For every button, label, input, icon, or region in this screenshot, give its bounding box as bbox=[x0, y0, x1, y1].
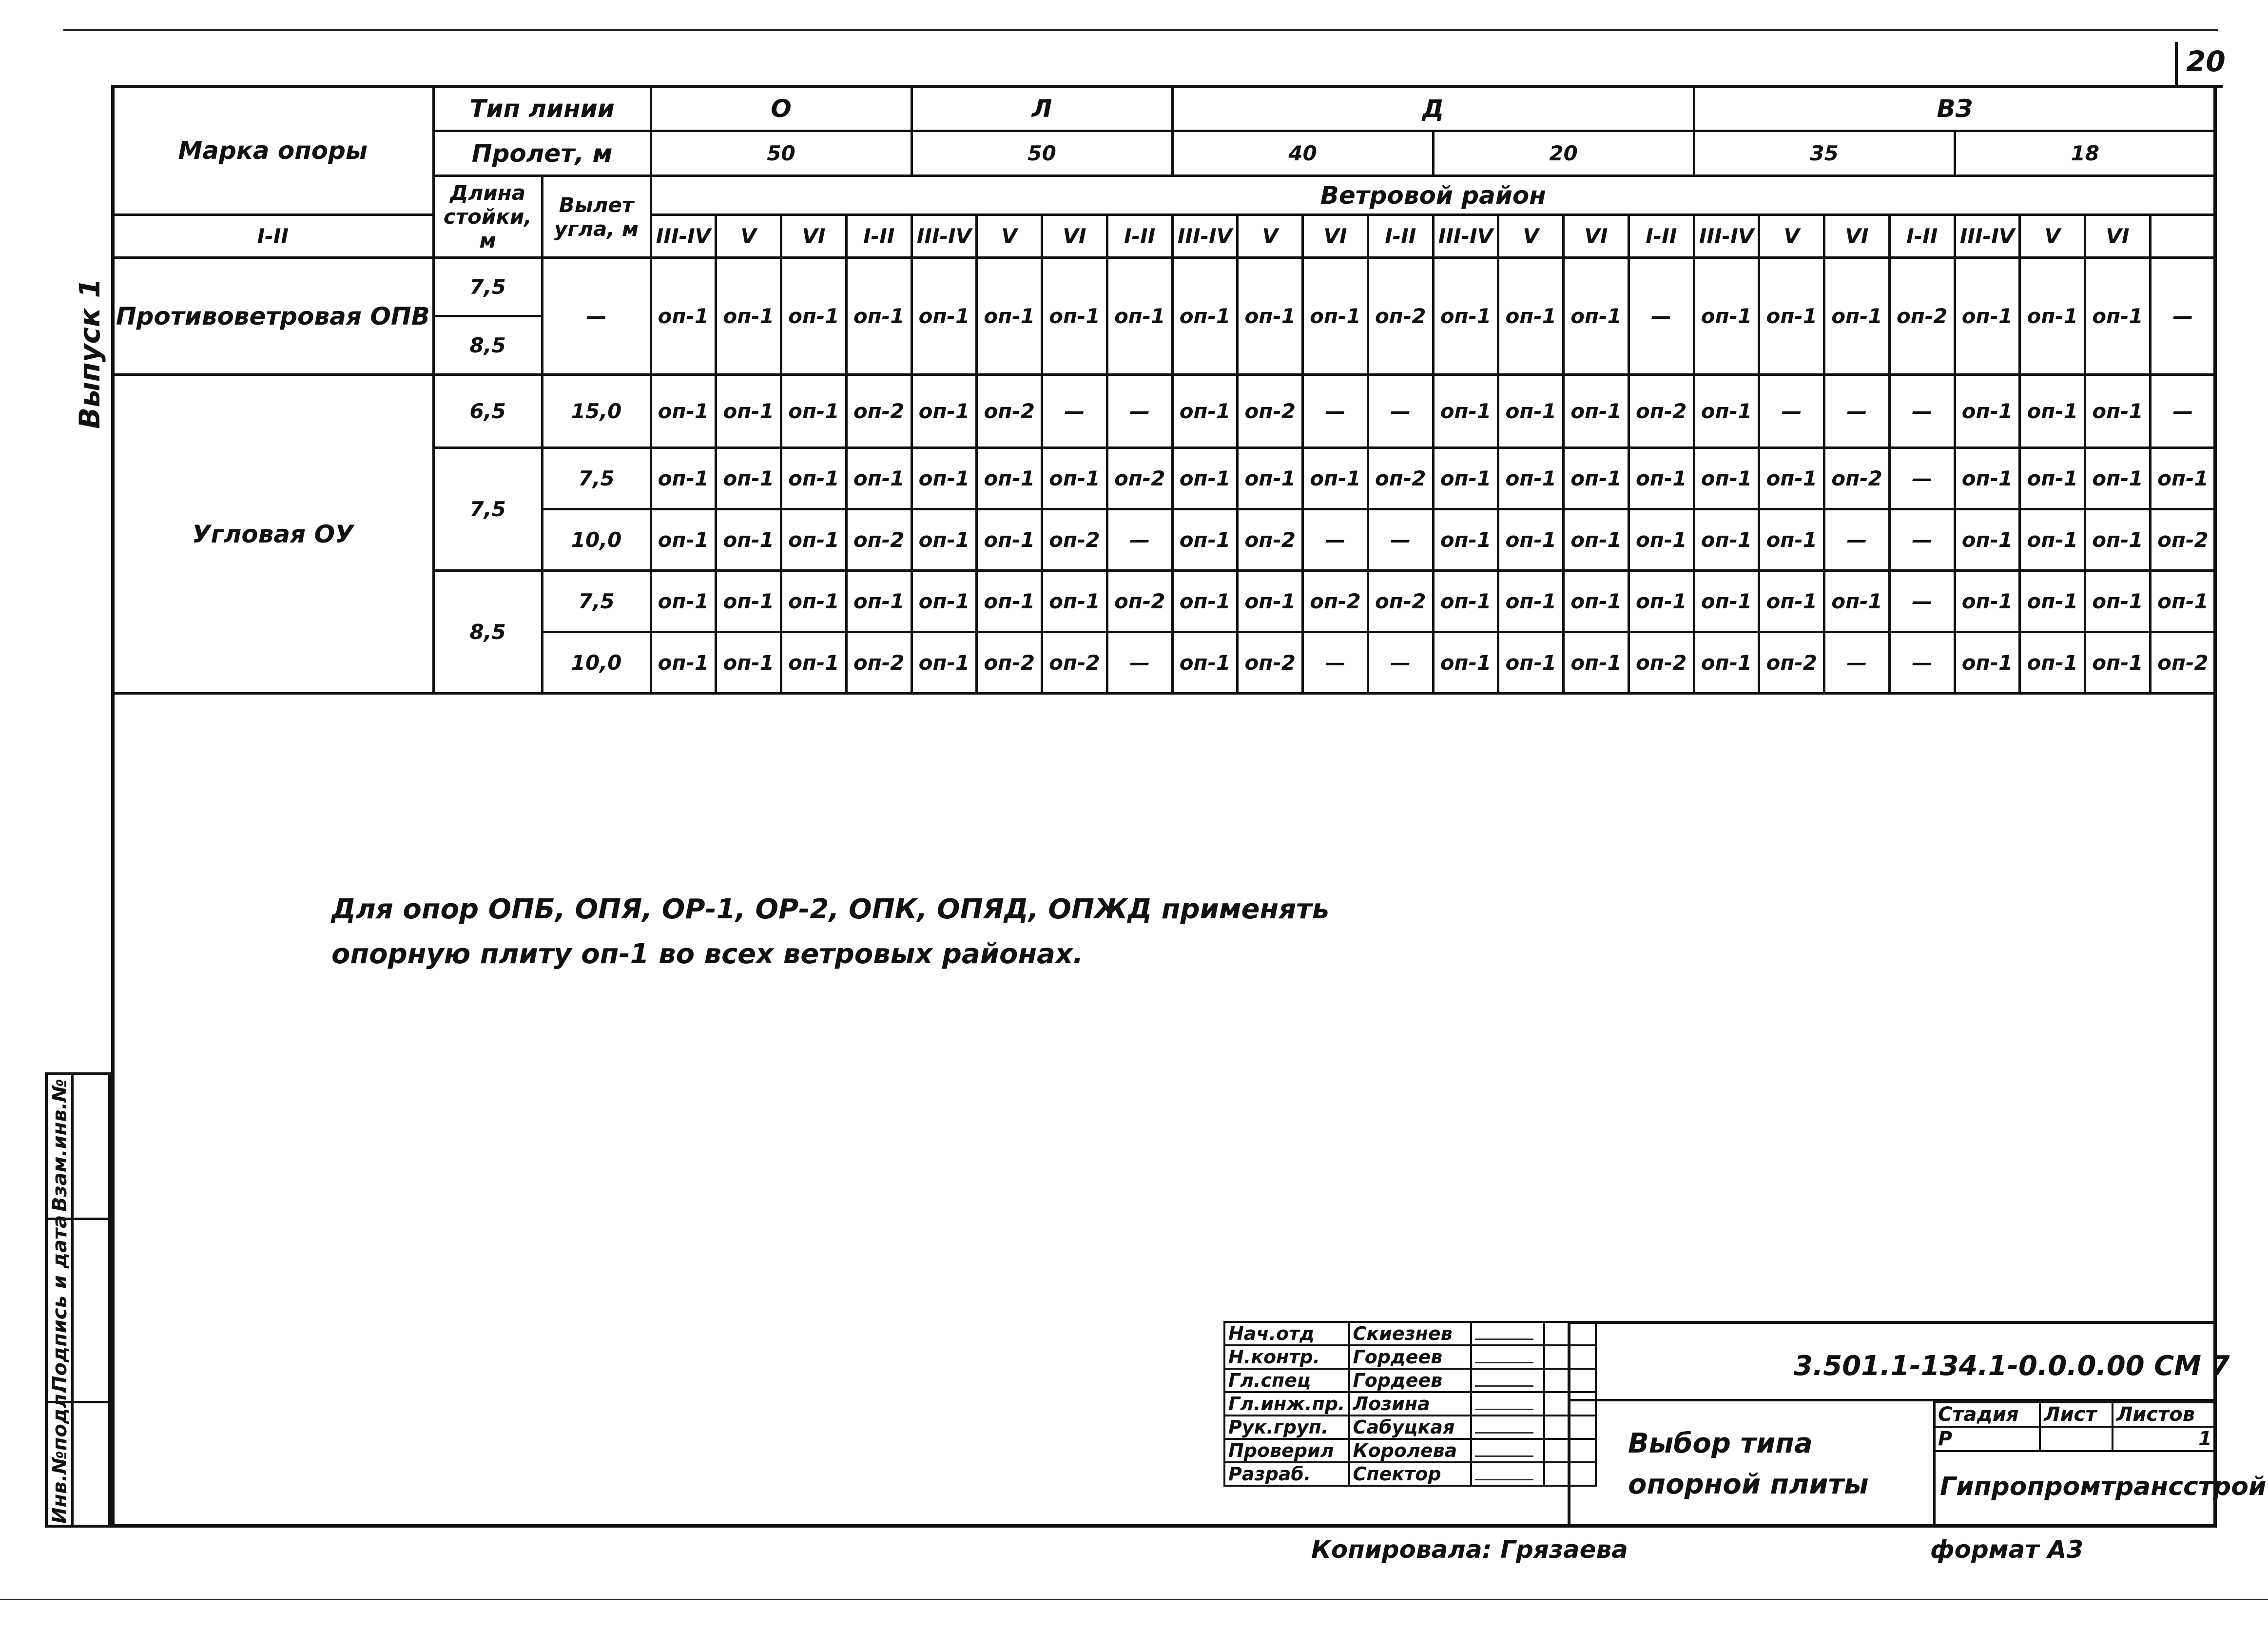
length: 8,5 bbox=[433, 316, 542, 375]
sheet-info bbox=[1933, 1401, 2217, 1452]
plate-cell: оп-2 bbox=[1238, 375, 1303, 448]
plate-cell: оп-1 bbox=[1955, 632, 2020, 694]
plate-cell: оп-2 bbox=[846, 632, 911, 694]
plate-cell: оп-2 bbox=[1042, 632, 1107, 694]
plate-cell: оп-1 bbox=[1955, 375, 2020, 448]
plate-cell: оп-1 bbox=[2150, 571, 2215, 632]
person: Гордеев bbox=[1349, 1369, 1471, 1392]
plate-cell: оп-1 bbox=[1433, 258, 1498, 375]
role: Н.контр. bbox=[1224, 1345, 1349, 1369]
role: Гл.инж.пр. bbox=[1224, 1392, 1349, 1416]
plate-cell: оп-1 bbox=[2150, 448, 2215, 509]
wind-region: III-IV bbox=[1694, 215, 1759, 258]
doc-code: 3.501.1-134.1-0.0.0.00 СМ 7 bbox=[1794, 1350, 2230, 1382]
signature bbox=[1471, 1416, 1544, 1439]
plate-cell: оп-1 bbox=[1498, 448, 1564, 509]
vylet: — bbox=[542, 258, 651, 375]
wind-region: V bbox=[1759, 215, 1824, 258]
plate-cell: оп-2 bbox=[1368, 571, 1433, 632]
plate-cell: оп-1 bbox=[846, 258, 911, 375]
plate-cell: оп-1 bbox=[2020, 375, 2085, 448]
plate-cell: оп-1 bbox=[1498, 258, 1564, 375]
plate-cell: оп-1 bbox=[716, 632, 781, 694]
length: 6,5 bbox=[433, 375, 542, 448]
plate-cell: оп-1 bbox=[1172, 258, 1238, 375]
person: Скиезнев bbox=[1349, 1322, 1471, 1345]
page-number: 20 bbox=[2186, 45, 2226, 78]
line-type-o: О bbox=[651, 86, 911, 131]
plate-cell: оп-1 bbox=[977, 509, 1042, 571]
signature bbox=[1471, 1439, 1544, 1462]
length: 7,5 bbox=[433, 448, 542, 571]
wind-region: I-II bbox=[846, 215, 911, 258]
plate-cell: оп-1 bbox=[716, 571, 781, 632]
role: Нач.отд bbox=[1224, 1322, 1349, 1345]
group-ou: Угловая ОУ bbox=[113, 375, 434, 694]
plate-cell: оп-1 bbox=[1955, 509, 2020, 571]
plate-cell: оп-1 bbox=[651, 448, 716, 509]
plate-cell: оп-1 bbox=[1564, 571, 1629, 632]
wind-region: V bbox=[977, 215, 1042, 258]
wind-region: VI bbox=[1824, 215, 1890, 258]
plate-cell: оп-1 bbox=[1824, 571, 1890, 632]
plate-cell: оп-1 bbox=[1042, 571, 1107, 632]
plate-cell: оп-1 bbox=[2020, 571, 2085, 632]
plate-cell: — bbox=[1824, 375, 1890, 448]
span: 35 bbox=[1694, 131, 1955, 176]
plate-cell: — bbox=[1889, 632, 1955, 694]
wind-region: V bbox=[1238, 215, 1303, 258]
plate-cell: оп-1 bbox=[1303, 258, 1368, 375]
doc-title-line: Выбор типа bbox=[1628, 1428, 1813, 1459]
wind-region: I-II bbox=[1889, 215, 1955, 258]
plate-cell: оп-1 bbox=[1303, 448, 1368, 509]
plate-cell: оп-1 bbox=[977, 258, 1042, 375]
signatures-table bbox=[1223, 1321, 1597, 1487]
plate-cell: оп-1 bbox=[781, 571, 847, 632]
plate-cell: оп-1 bbox=[911, 258, 977, 375]
plate-cell: — bbox=[1107, 375, 1172, 448]
plate-cell: оп-1 bbox=[1433, 509, 1498, 571]
note bbox=[331, 887, 1329, 977]
plate-cell: — bbox=[1107, 632, 1172, 694]
plate-cell: оп-1 bbox=[1498, 375, 1564, 448]
vylet: 10,0 bbox=[542, 632, 651, 694]
wind-region: VI bbox=[2085, 215, 2151, 258]
wind-region: VI bbox=[1303, 215, 1368, 258]
plate-cell: оп-1 bbox=[911, 632, 977, 694]
plate-cell: оп-1 bbox=[1759, 448, 1824, 509]
plate-cell: оп-1 bbox=[1564, 258, 1629, 375]
stamp-inv-label: Инв.№подл. bbox=[49, 1386, 71, 1524]
plate-cell: оп-1 bbox=[781, 448, 847, 509]
plate-cell: оп-1 bbox=[2020, 448, 2085, 509]
plate-cell: оп-1 bbox=[977, 448, 1042, 509]
plate-cell: оп-1 bbox=[1628, 448, 1694, 509]
header-dlina: Длина стойки, м bbox=[433, 176, 542, 258]
plate-cell: оп-1 bbox=[911, 571, 977, 632]
line-type-l: Л bbox=[911, 86, 1172, 131]
plate-cell: оп-1 bbox=[716, 448, 781, 509]
person: Гордеев bbox=[1349, 1345, 1471, 1369]
role: Разраб. bbox=[1224, 1462, 1349, 1486]
plate-cell: — bbox=[2150, 258, 2215, 375]
plate-cell: оп-1 bbox=[1498, 632, 1564, 694]
plate-cell: оп-1 bbox=[651, 509, 716, 571]
plate-cell: оп-1 bbox=[2085, 632, 2151, 694]
header-tip-linii: Тип линии bbox=[433, 86, 651, 131]
plate-cell: оп-1 bbox=[1955, 571, 2020, 632]
plate-cell: оп-1 bbox=[1042, 258, 1107, 375]
plate-cell: оп-2 bbox=[1107, 448, 1172, 509]
plate-cell: оп-2 bbox=[1303, 571, 1368, 632]
plate-cell: оп-1 bbox=[1433, 632, 1498, 694]
plate-cell: оп-1 bbox=[1694, 571, 1759, 632]
plate-cell: — bbox=[1303, 509, 1368, 571]
plate-cell: оп-1 bbox=[781, 509, 847, 571]
plate-cell: оп-1 bbox=[1564, 632, 1629, 694]
plate-cell: оп-1 bbox=[2085, 448, 2151, 509]
plate-cell: оп-2 bbox=[977, 375, 1042, 448]
signature bbox=[1471, 1369, 1544, 1392]
stamp-vzam-label: Взам.инв.№ bbox=[49, 1079, 71, 1212]
wind-region: I-II bbox=[1628, 215, 1694, 258]
plate-cell: оп-1 bbox=[1042, 448, 1107, 509]
plate-cell: оп-1 bbox=[977, 571, 1042, 632]
plate-cell: — bbox=[1889, 571, 1955, 632]
plate-cell: оп-1 bbox=[2085, 258, 2151, 375]
plate-cell: оп-1 bbox=[2020, 632, 2085, 694]
top-rule bbox=[63, 29, 2218, 31]
wind-region: I-II bbox=[113, 215, 434, 258]
vylet: 15,0 bbox=[542, 375, 651, 448]
plate-cell: оп-1 bbox=[716, 258, 781, 375]
plate-cell: — bbox=[1042, 375, 1107, 448]
person: Лозина bbox=[1349, 1392, 1471, 1416]
stadia-value: Р bbox=[1934, 1427, 2040, 1451]
plate-cell: оп-1 bbox=[1172, 375, 1238, 448]
plate-cell: оп-1 bbox=[1694, 448, 1759, 509]
plate-cell: оп-2 bbox=[1107, 571, 1172, 632]
plate-cell: оп-1 bbox=[1759, 509, 1824, 571]
wind-region: V bbox=[2020, 215, 2085, 258]
plate-cell: оп-1 bbox=[1955, 258, 2020, 375]
span: 50 bbox=[911, 131, 1172, 176]
plate-cell: оп-1 bbox=[1433, 571, 1498, 632]
plate-cell: оп-1 bbox=[1824, 258, 1890, 375]
plate-cell: оп-1 bbox=[2020, 509, 2085, 571]
header-vetrovoy: Ветровой район bbox=[651, 176, 2215, 215]
span: 50 bbox=[651, 131, 911, 176]
plate-cell: оп-2 bbox=[1628, 632, 1694, 694]
role: Проверил bbox=[1224, 1439, 1349, 1462]
note-line: Для опор ОПБ, ОПЯ, ОР-1, ОР-2, ОПК, ОПЯД, ОПЖД применять bbox=[331, 893, 1330, 925]
length: 8,5 bbox=[433, 571, 542, 694]
plate-cell: оп-1 bbox=[1172, 632, 1238, 694]
list-label: Лист bbox=[2040, 1402, 2113, 1427]
plate-cell: оп-2 bbox=[1042, 509, 1107, 571]
signature bbox=[1471, 1462, 1544, 1486]
plate-cell: оп-2 bbox=[2150, 509, 2215, 571]
plate-cell: — bbox=[1824, 509, 1890, 571]
wind-region: V bbox=[716, 215, 781, 258]
plate-cell: оп-1 bbox=[1628, 509, 1694, 571]
plate-cell: оп-2 bbox=[1824, 448, 1890, 509]
plate-cell: оп-1 bbox=[2085, 571, 2151, 632]
person: Королева bbox=[1349, 1439, 1471, 1462]
plate-cell: оп-1 bbox=[1172, 571, 1238, 632]
organization: Гипропромтрансстрой bbox=[1940, 1472, 2267, 1501]
plate-cell: оп-1 bbox=[1172, 509, 1238, 571]
doc-title bbox=[1628, 1423, 1869, 1505]
plate-cell: оп-2 bbox=[977, 632, 1042, 694]
stamp-sign-label: Подпись и дата bbox=[49, 1215, 71, 1392]
plate-cell: оп-1 bbox=[1238, 448, 1303, 509]
length: 7,5 bbox=[433, 258, 542, 316]
listov-value: 1 bbox=[2113, 1427, 2216, 1451]
role: Гл.спец bbox=[1224, 1369, 1349, 1392]
span: 20 bbox=[1433, 131, 1694, 176]
plate-cell: оп-2 bbox=[846, 509, 911, 571]
copied-by: Копировала: Грязаева bbox=[1311, 1535, 1628, 1564]
plate-cell: оп-1 bbox=[781, 632, 847, 694]
span: 40 bbox=[1172, 131, 1433, 176]
plate-cell: — bbox=[2150, 375, 2215, 448]
header-prolet: Пролет, м bbox=[433, 131, 651, 176]
note-line: опорную плиту оп-1 во всех ветровых районах. bbox=[331, 938, 1084, 970]
wind-region: III-IV bbox=[651, 215, 716, 258]
plate-cell: оп-1 bbox=[1172, 448, 1238, 509]
vylet: 10,0 bbox=[542, 509, 651, 571]
plate-cell: оп-2 bbox=[1238, 632, 1303, 694]
plate-cell: оп-1 bbox=[1628, 571, 1694, 632]
wind-region: V bbox=[1498, 215, 1564, 258]
plate-cell: — bbox=[1889, 448, 1955, 509]
wind-region: VI bbox=[781, 215, 847, 258]
plate-cell: оп-2 bbox=[1238, 509, 1303, 571]
header-vylet: Вылет угла, м bbox=[542, 176, 651, 258]
plate-cell: оп-1 bbox=[1433, 448, 1498, 509]
plate-cell: оп-1 bbox=[651, 571, 716, 632]
plate-cell: оп-1 bbox=[1107, 258, 1172, 375]
plate-cell: — bbox=[1824, 632, 1890, 694]
sheet-format: формат А3 bbox=[1930, 1535, 2084, 1564]
plate-cell: оп-1 bbox=[911, 448, 977, 509]
plate-cell: оп-1 bbox=[1238, 258, 1303, 375]
plate-cell: оп-1 bbox=[1498, 571, 1564, 632]
plate-cell: — bbox=[1368, 632, 1433, 694]
plate-cell: оп-1 bbox=[651, 375, 716, 448]
plate-cell: оп-1 bbox=[1433, 375, 1498, 448]
plate-cell: оп-2 bbox=[2150, 632, 2215, 694]
plate-cell: — bbox=[1107, 509, 1172, 571]
stadia-label: Стадия bbox=[1934, 1402, 2040, 1427]
plate-cell: оп-1 bbox=[1694, 375, 1759, 448]
plate-selection-table bbox=[111, 85, 2217, 695]
plate-cell: оп-1 bbox=[1694, 632, 1759, 694]
plate-cell: оп-1 bbox=[911, 509, 977, 571]
wind-region: III-IV bbox=[1955, 215, 2020, 258]
plate-cell: оп-1 bbox=[1955, 448, 2020, 509]
plate-cell: — bbox=[1889, 375, 1955, 448]
signature bbox=[1471, 1322, 1544, 1345]
wind-region: VI bbox=[1564, 215, 1629, 258]
plate-cell: оп-1 bbox=[781, 375, 847, 448]
plate-cell: оп-1 bbox=[1694, 509, 1759, 571]
wind-region: III-IV bbox=[1172, 215, 1238, 258]
plate-cell: оп-1 bbox=[1498, 509, 1564, 571]
header-marka: Марка опоры bbox=[113, 86, 434, 215]
plate-cell: оп-1 bbox=[716, 375, 781, 448]
plate-cell: — bbox=[1628, 258, 1694, 375]
plate-cell: — bbox=[1303, 375, 1368, 448]
plate-cell: оп-1 bbox=[846, 448, 911, 509]
plate-cell: — bbox=[1368, 375, 1433, 448]
plate-cell: — bbox=[1303, 632, 1368, 694]
plate-cell: оп-2 bbox=[1889, 258, 1955, 375]
span: 18 bbox=[1955, 131, 2215, 176]
plate-cell: — bbox=[1889, 509, 1955, 571]
vylet: 7,5 bbox=[542, 448, 651, 509]
plate-cell: оп-1 bbox=[1759, 571, 1824, 632]
group-opv: Противоветровая ОПВ bbox=[113, 258, 434, 375]
wind-region: III-IV bbox=[1433, 215, 1498, 258]
plate-cell: оп-1 bbox=[2085, 509, 2151, 571]
person: Спектор bbox=[1349, 1462, 1471, 1486]
doc-title-line: опорной плиты bbox=[1628, 1469, 1869, 1500]
wind-region: I-II bbox=[1368, 215, 1433, 258]
line-type-d: Д bbox=[1172, 86, 1694, 131]
left-stamp bbox=[45, 1072, 111, 1528]
plate-cell: оп-1 bbox=[2085, 375, 2151, 448]
wind-region: III-IV bbox=[911, 215, 977, 258]
wind-region: VI bbox=[1042, 215, 1107, 258]
listov-label: Листов bbox=[2113, 1402, 2216, 1427]
plate-cell: оп-1 bbox=[1238, 571, 1303, 632]
plate-cell: оп-1 bbox=[911, 375, 977, 448]
plate-cell: оп-1 bbox=[1759, 258, 1824, 375]
plate-cell: оп-2 bbox=[846, 375, 911, 448]
role: Рук.груп. bbox=[1224, 1416, 1349, 1439]
plate-cell: оп-2 bbox=[1628, 375, 1694, 448]
line-type-vz: ВЗ bbox=[1694, 86, 2215, 131]
plate-cell: оп-1 bbox=[1694, 258, 1759, 375]
plate-cell: — bbox=[1759, 375, 1824, 448]
plate-cell: оп-1 bbox=[2020, 258, 2085, 375]
plate-cell: оп-2 bbox=[1759, 632, 1824, 694]
plate-cell: оп-2 bbox=[1368, 448, 1433, 509]
list-value bbox=[2040, 1427, 2113, 1451]
plate-cell: оп-1 bbox=[651, 632, 716, 694]
plate-cell: оп-1 bbox=[1564, 509, 1629, 571]
bottom-rule bbox=[0, 1599, 2268, 1600]
plate-cell: оп-1 bbox=[846, 571, 911, 632]
plate-cell: оп-1 bbox=[1564, 375, 1629, 448]
margin-label: Выпуск 1 bbox=[73, 278, 106, 429]
signature bbox=[1471, 1392, 1544, 1416]
person: Сабуцкая bbox=[1349, 1416, 1471, 1439]
plate-cell: оп-1 bbox=[716, 509, 781, 571]
plate-cell: оп-1 bbox=[781, 258, 847, 375]
plate-cell: оп-2 bbox=[1368, 258, 1433, 375]
plate-cell: оп-1 bbox=[1564, 448, 1629, 509]
vylet: 7,5 bbox=[542, 571, 651, 632]
signature bbox=[1471, 1345, 1544, 1369]
wind-region: I-II bbox=[1107, 215, 1172, 258]
plate-cell: оп-1 bbox=[651, 258, 716, 375]
plate-cell: — bbox=[1368, 509, 1433, 571]
